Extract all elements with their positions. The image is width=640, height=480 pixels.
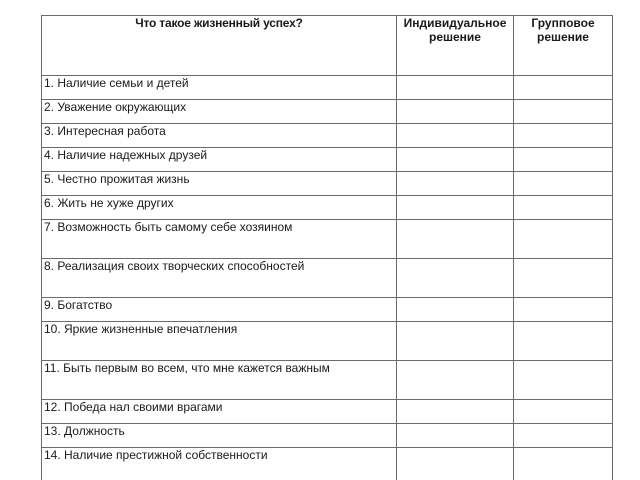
success-survey-table — [41, 15, 613, 480]
individual-answer-cell[interactable] — [397, 76, 514, 100]
individual-answer-cell[interactable] — [397, 172, 514, 196]
table-row — [42, 361, 613, 400]
individual-answer-cell[interactable] — [397, 259, 514, 298]
group-answer-cell[interactable] — [514, 196, 613, 220]
individual-answer-cell[interactable] — [397, 220, 514, 259]
group-answer-cell[interactable] — [514, 124, 613, 148]
table-row — [42, 196, 613, 220]
group-answer-cell[interactable] — [514, 76, 613, 100]
table-row — [42, 298, 613, 322]
row-label: 12. Победа нал своими врагами — [42, 400, 397, 424]
individual-answer-cell[interactable] — [397, 448, 514, 480]
table-row — [42, 424, 613, 448]
row-label: 3. Интересная работа — [42, 124, 397, 148]
table-row — [42, 148, 613, 172]
table-row — [42, 220, 613, 259]
group-answer-cell[interactable] — [514, 220, 613, 259]
row-label: 11. Быть первым во всем, что мне кажется важным — [42, 361, 397, 400]
table-header-row — [42, 16, 613, 76]
group-answer-cell[interactable] — [514, 148, 613, 172]
row-label: 6. Жить не хуже других — [42, 196, 397, 220]
header-group-decision: Групповое решение — [514, 16, 613, 76]
table-row — [42, 172, 613, 196]
group-answer-cell[interactable] — [514, 361, 613, 400]
group-answer-cell[interactable] — [514, 298, 613, 322]
table-row — [42, 448, 613, 480]
row-label: 9. Богатство — [42, 298, 397, 322]
individual-answer-cell[interactable] — [397, 100, 514, 124]
individual-answer-cell[interactable] — [397, 124, 514, 148]
individual-answer-cell[interactable] — [397, 424, 514, 448]
individual-answer-cell[interactable] — [397, 148, 514, 172]
group-answer-cell[interactable] — [514, 172, 613, 196]
table-row — [42, 259, 613, 298]
row-label: 14. Наличие престижной собственности — [42, 448, 397, 480]
table-row — [42, 400, 613, 424]
row-label: 10. Яркие жизненные впечатления — [42, 322, 397, 361]
row-label: 2. Уважение окружающих — [42, 100, 397, 124]
row-label: 4. Наличие надежных друзей — [42, 148, 397, 172]
header-individual-decision: Индивидуальное решение — [397, 16, 514, 76]
individual-answer-cell[interactable] — [397, 322, 514, 361]
header-question: Что такое жизненный успех? — [42, 16, 397, 76]
individual-answer-cell[interactable] — [397, 361, 514, 400]
row-label: 8. Реализация своих творческих способностей — [42, 259, 397, 298]
individual-answer-cell[interactable] — [397, 196, 514, 220]
group-answer-cell[interactable] — [514, 259, 613, 298]
group-answer-cell[interactable] — [514, 400, 613, 424]
group-answer-cell[interactable] — [514, 100, 613, 124]
row-label: 7. Возможность быть самому себе хозяином — [42, 220, 397, 259]
group-answer-cell[interactable] — [514, 424, 613, 448]
table-row — [42, 322, 613, 361]
row-label: 13. Должность — [42, 424, 397, 448]
row-label: 1. Наличие семьи и детей — [42, 76, 397, 100]
individual-answer-cell[interactable] — [397, 400, 514, 424]
group-answer-cell[interactable] — [514, 448, 613, 480]
table-row — [42, 100, 613, 124]
row-label: 5. Честно прожитая жизнь — [42, 172, 397, 196]
table-row — [42, 76, 613, 100]
group-answer-cell[interactable] — [514, 322, 613, 361]
table-row — [42, 124, 613, 148]
individual-answer-cell[interactable] — [397, 298, 514, 322]
